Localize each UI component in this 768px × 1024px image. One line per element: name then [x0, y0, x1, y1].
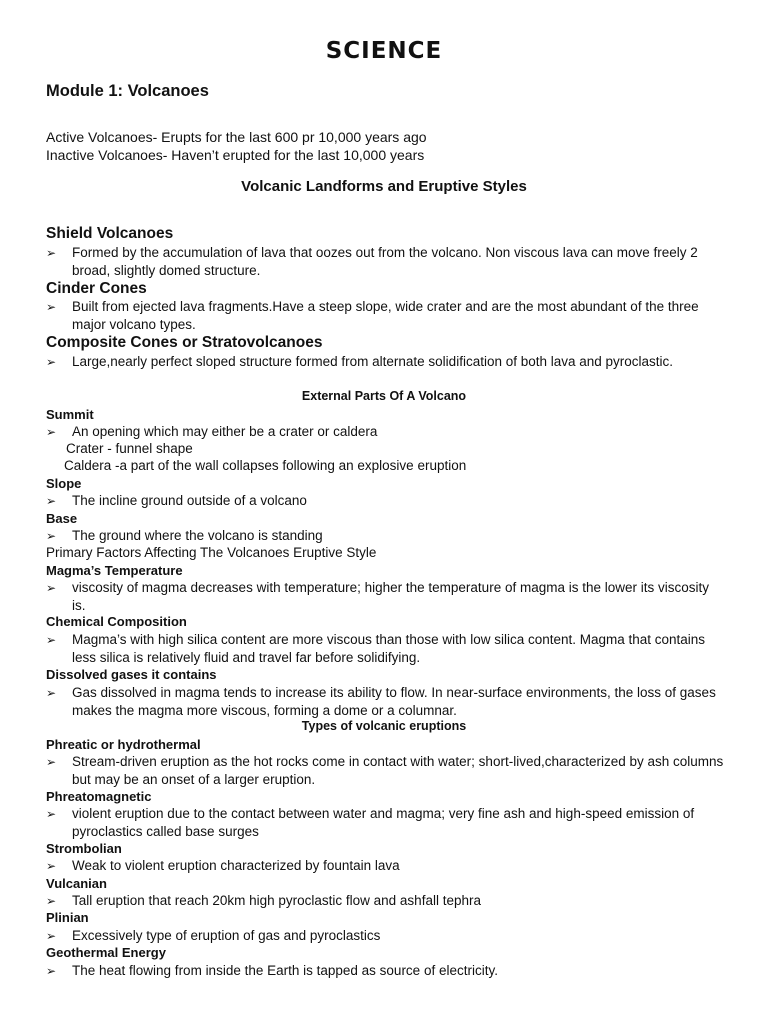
- bullet-item: [46, 927, 726, 945]
- arrow-bullet-icon: ➢: [46, 964, 57, 978]
- bullet-item: [46, 579, 726, 615]
- bullet-text: Magma’s with high silica content are more viscous than those with low silica content. Magma that contains less silica is relatively fluid and travel far before solidifying.: [72, 632, 706, 665]
- subheading-plinian: Plinian: [46, 910, 89, 925]
- bullet-item: [46, 527, 726, 545]
- bullet-item: [46, 423, 726, 441]
- caldera-note: Caldera -a part of the wall collapses following an explosive eruption: [64, 458, 467, 473]
- subheading-strombolian: Strombolian: [46, 841, 122, 856]
- bullet-text: Built from ejected lava fragments.Have a steep slope, wide crater and are the most abundant of the three major volcano types.: [72, 299, 699, 332]
- arrow-bullet-icon: ➢: [46, 633, 57, 647]
- bullet-text: Large,nearly perfect sloped structure formed from alternate solidification of both lava and pyroclastic.: [72, 354, 674, 369]
- bullet-text: Tall eruption that reach 20km high pyroclastic flow and ashfall tephra: [72, 893, 481, 908]
- bullet-text: Stream-driven eruption as the hot rocks come in contact with water; short-lived,characterized by ash columns but may be an onset of a larger eruption.: [72, 754, 724, 787]
- arrow-bullet-icon: ➢: [46, 494, 57, 508]
- arrow-bullet-icon: ➢: [46, 807, 57, 821]
- subheading-temperature: Magma’s Temperature: [46, 563, 183, 578]
- bullet-item: [46, 805, 726, 841]
- bullet-text: The ground where the volcano is standing: [72, 528, 323, 543]
- arrow-bullet-icon: ➢: [46, 355, 57, 369]
- bullet-item: [46, 298, 726, 334]
- bullet-text: viscosity of magma decreases with temperature; higher the temperature of magma is the lower its viscosity is.: [72, 580, 710, 613]
- factors-heading: Primary Factors Affecting The Volcanoes Eruptive Style: [46, 545, 377, 560]
- bullet-text: violent eruption due to the contact between water and magma; very fine ash and high-speed emission of pyroclastics called base surges: [72, 806, 695, 839]
- landforms-heading: Volcanic Landforms and Eruptive Styles: [241, 178, 527, 195]
- arrow-bullet-icon: ➢: [46, 246, 57, 260]
- subheading-slope: Slope: [46, 476, 82, 491]
- bullet-item: [46, 892, 726, 910]
- subheading-summit: Summit: [46, 407, 94, 422]
- arrow-bullet-icon: ➢: [46, 755, 57, 769]
- section-heading-composite: Composite Cones or Stratovolcanoes: [46, 334, 323, 351]
- intro-line-inactive: Inactive Volcanoes- Haven’t erupted for the last 10,000 years: [46, 147, 425, 163]
- bullet-item: [46, 753, 726, 789]
- subheading-phreatomagnetic: Phreatomagnetic: [46, 789, 152, 804]
- bullet-text: The heat flowing from inside the Earth is tapped as source of electricity.: [72, 963, 498, 978]
- section-heading-shield: Shield Volcanoes: [46, 225, 174, 242]
- bullet-text: Formed by the accumulation of lava that oozes out from the volcano. Non viscous lava can move freely 2 broad, slightly domed structure.: [72, 245, 698, 278]
- bullet-text: The incline ground outside of a volcano: [72, 493, 307, 508]
- bullet-text: Weak to violent eruption characterized by fountain lava: [72, 858, 400, 873]
- subheading-phreatic: Phreatic or hydrothermal: [46, 737, 201, 752]
- bullet-item: [46, 857, 726, 875]
- crater-note: Crater - funnel shape: [66, 441, 193, 456]
- bullet-text: Excessively type of eruption of gas and pyroclastics: [72, 928, 381, 943]
- section-heading-cinder: Cinder Cones: [46, 280, 147, 297]
- subheading-gases: Dissolved gases it contains: [46, 667, 217, 682]
- arrow-bullet-icon: ➢: [46, 894, 57, 908]
- subheading-geothermal: Geothermal Energy: [46, 945, 166, 960]
- bullet-item: [46, 631, 726, 667]
- arrow-bullet-icon: ➢: [46, 686, 57, 700]
- arrow-bullet-icon: ➢: [46, 929, 57, 943]
- arrow-bullet-icon: ➢: [46, 581, 57, 595]
- bullet-item: [46, 492, 726, 510]
- arrow-bullet-icon: ➢: [46, 425, 57, 439]
- bullet-item: [46, 353, 726, 371]
- arrow-bullet-icon: ➢: [46, 300, 57, 314]
- bullet-item: [46, 684, 726, 720]
- types-heading: Types of volcanic eruptions: [301, 719, 467, 733]
- subheading-base: Base: [46, 511, 78, 526]
- arrow-bullet-icon: ➢: [46, 859, 57, 873]
- subheading-chemical: Chemical Composition: [46, 614, 187, 629]
- external-parts-heading: External Parts Of A Volcano: [301, 389, 467, 403]
- intro-line-active: Active Volcanoes- Erupts for the last 600 pr 10,000 years ago: [46, 129, 427, 145]
- page-title: SCIENCE: [325, 38, 443, 64]
- module-heading: Module 1: Volcanoes: [46, 82, 209, 100]
- bullet-item: [46, 962, 726, 980]
- subheading-vulcanian: Vulcanian: [46, 876, 107, 891]
- bullet-text: An opening which may either be a crater or caldera: [72, 424, 378, 439]
- bullet-text: Gas dissolved in magma tends to increase its ability to flow. In near-surface environments, the loss of gases makes the magma more viscous, forming a dome or a columnar.: [72, 685, 716, 718]
- bullet-item: [46, 244, 726, 280]
- arrow-bullet-icon: ➢: [46, 529, 57, 543]
